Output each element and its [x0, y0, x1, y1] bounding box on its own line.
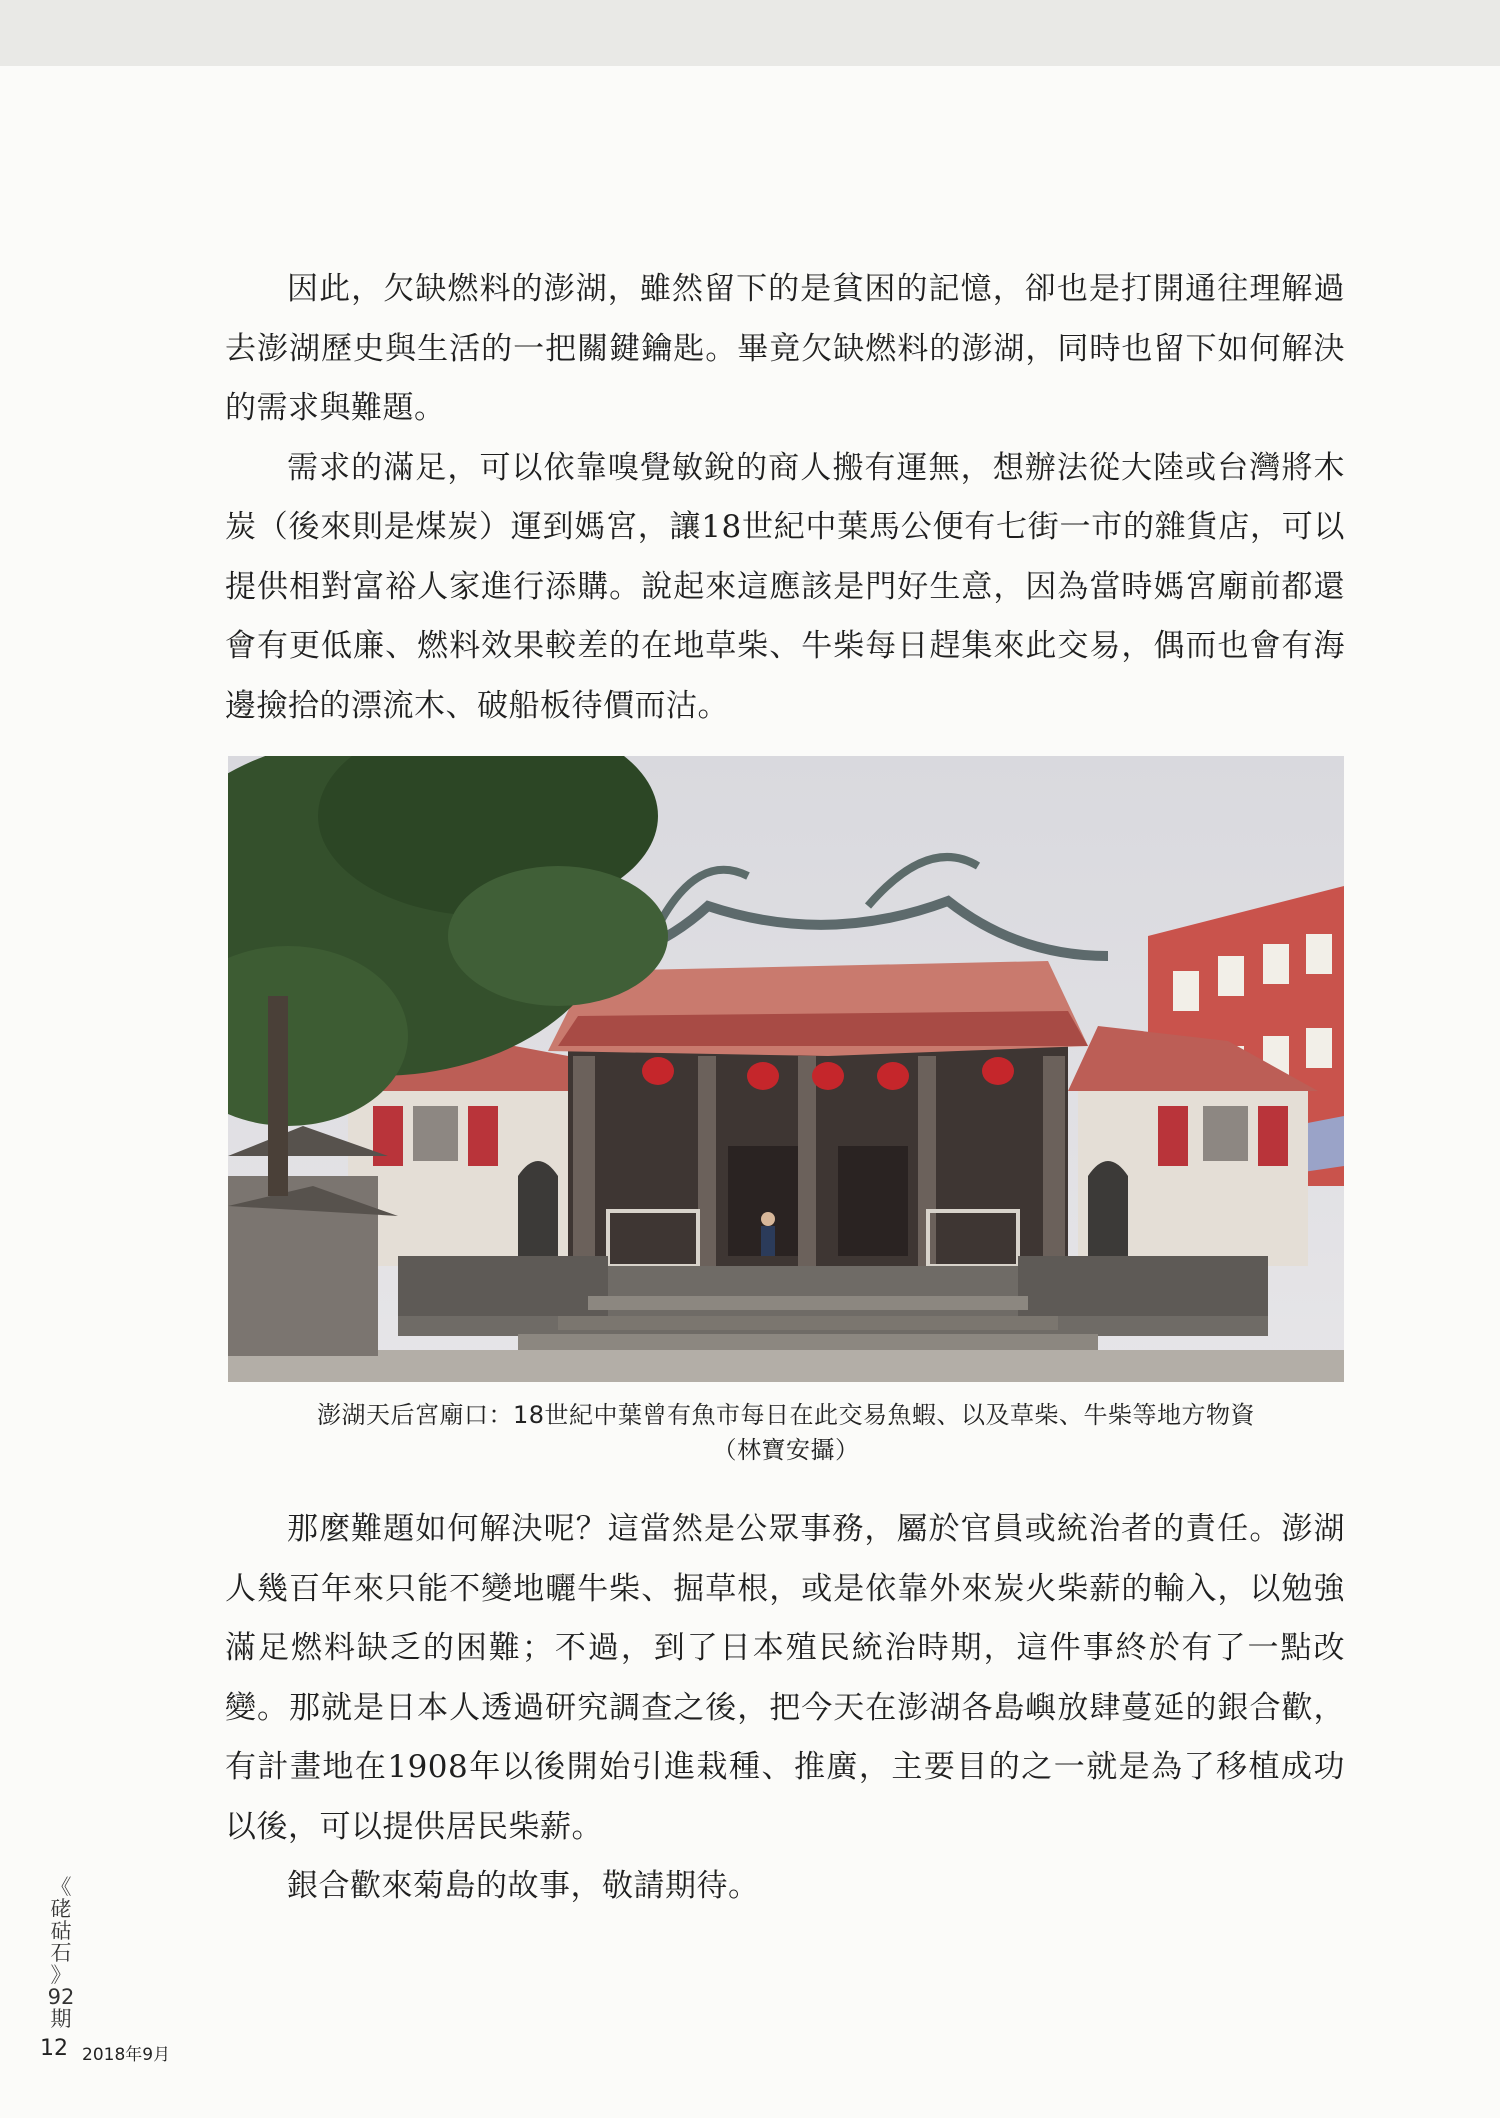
- photo-caption: 澎湖天后宮廟口：18世紀中葉曾有魚市每日在此交易魚蝦、以及草柴、牛柴等地方物資: [316, 1401, 1256, 1429]
- issue-date: 2018年9月: [82, 2045, 171, 2065]
- body-text-top: [225, 260, 1345, 736]
- paragraph: 需求的滿足，可以依靠嗅覺敏銳的商人搬有運無，想辦法從大陸或台灣將木炭（後來則是煤炭）運到媽宮，讓18世紀中葉馬公便有七街一市的雜貨店，可以提供相對富裕人家進行添購。說起來這應該是門好生意，因為當時媽宮廟前都還會有更低廉、燃料效果較差的在地草柴、牛柴每日趕集來此交易，偶而也會有海邊撿拾的漂流木、破船板待價而沽。: [225, 449, 1345, 724]
- temple-photo: [228, 756, 1344, 1382]
- scan-top-band: [0, 0, 1500, 66]
- paragraph: 因此，欠缺燃料的澎湖，雖然留下的是貧困的記憶，卻也是打開通往理解過去澎湖歷史與生活的一把關鍵鑰匙。畢竟欠缺燃料的澎湖，同時也留下如何解決的需求與難題。: [225, 271, 1345, 426]
- magazine-name: 《 硓 𥑮 石 》 92 期: [47, 1875, 75, 2031]
- paragraph: 銀合歡來菊島的故事，敬請期待。: [287, 1868, 760, 1904]
- page-number: 12: [40, 2036, 68, 2061]
- body-text-bottom: [225, 1500, 1345, 1917]
- paragraph: 那麼難題如何解決呢？這當然是公眾事務，屬於官員或統治者的責任。澎湖人幾百年來只能不變地曬牛柴、掘草根，或是依靠外來炭火柴薪的輸入，以勉強滿足燃料缺乏的困難；不過，到了日本殖民統治時期，這件事終於有了一點改變。那就是日本人透過研究調查之後，把今天在澎湖各島嶼放肆蔓延的銀合歡，有計畫地在1908年以後開始引進栽種、推廣，主要目的之一就是為了移植成功以後，可以提供居民柴薪。: [225, 1511, 1345, 1845]
- photo-credit: （林寶安攝）: [712, 1436, 860, 1464]
